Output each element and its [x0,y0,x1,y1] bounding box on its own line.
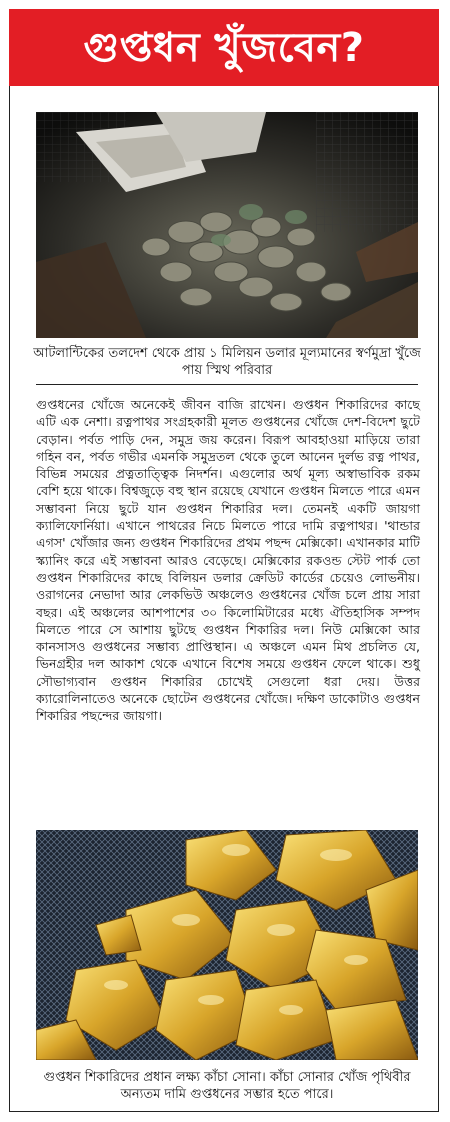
headline-banner [9,9,439,86]
photo1-caption: আটলান্টিকের তলদেশ থেকে প্রায় ১ মিলিয়ন ডলার মূল্যমানের স্বর্ণমুদ্রা খুঁজে পায় স্মিথ পরিবার [33,346,421,378]
photo2-caption: গুপ্তধন শিকারিদের প্রধান লক্ষ্য কাঁচা সোনা। কাঁচা সোনার খোঁজ পৃথিবীর অন্যতম দামি গুপ্তধনের সম্ভার হতে পারে। [43,1070,411,1102]
gold-nuggets-photo [36,830,418,1060]
treasure-coins-photo [36,112,418,338]
coins-image [36,112,418,338]
headline: গুপ্তধন খুঁজবেন? [83,24,365,71]
gold-image [36,830,418,1060]
divider [36,384,418,385]
article-body: গুপ্তধনের খোঁজে অনেকেই জীবন বাজি রাখেন। গুপ্তধন শিকারিদের কাছে এটি এক নেশা। রত্নপাথর সংগ্রহকারী মূলত গুপ্তধনের খোঁজে দেশ-বিদেশ ছুটে বেড়ান। পর্বত পাড়ি দেন, সমুদ্র জয় করেন। বিরূপ আবহাওয়া মাড়িয়ে তারা গহিন বন, পর্বত গভীর এমনকি সমুদ্রতল থেকে তুলে আনেন দুর্লভ রত্ন পাথর, বিভিন্ন সময়ের প্রত্নতাত্ত্বিক নিদর্শন। এগুলোর অর্থ মূল্য অস্বাভাবিক রকম বেশি হয়ে থাকে। বিশ্বজুড়ে বহু স্থান রয়েছে যেখানে গুপ্তধন মিলতে পারে এমন সম্ভাবনা নিয়ে ছুটে যান গুপ্তধন শিকারির দল। তেমনই একটি জায়গা ক্যালিফোর্নিয়া। এখানে পাথরের নিচে মিলতে পারে দামি রত্নপাথর। 'থান্ডার এগস' খোঁজার জন্য গুপ্তধন শিকারিদের প্রথম পছন্দ মেক্সিকো। এখানকার মাটি স্ক্যানিং করে এই সম্ভাবনা আরও বেড়েছে। মেক্সিকোর রকওন্ড স্টেট পার্ক তো গুপ্তধন শিকারিদের কাছে বিলিয়ন ডলার ক্রেডিট কার্ডের চেয়েও লোভনীয়। ওরাগনের নেভাদা আর লেকভিউ অঞ্চলেও গুপ্তধনের খোঁজ চলে প্রায় সারা বছর। এই অঞ্চলের আশপাশের ৩০ কিলোমিটারের মধ্যে ঐতিহাসিক সম্পদ মিলতে পারে সে আশায় ছুটছে গুপ্তধন শিকারির দল। নিউ মেক্সিকো আর কানসাসও গুপ্তধনের সম্ভাব্য প্রাপ্তিস্থান। এ অঞ্চলে এমন মিথ প্রচলিত যে, ভিনগ্রহীর দল আকাশ থেকে এখানে বিশেষ সময়ে গুপ্তধন ফেলে থাকে। শুধু সৌভাগ্যবান গুপ্তধন শিকারির চোখেই সেগুলো ধরা দেয়। উত্তর ক্যারোলিনাতেও অনেকে ছোটেন গুপ্তধনের খোঁজে। দক্ষিণ ডাকোটাও গুপ্তধন শিকারির পছন্দের জায়গা। [36,397,420,724]
